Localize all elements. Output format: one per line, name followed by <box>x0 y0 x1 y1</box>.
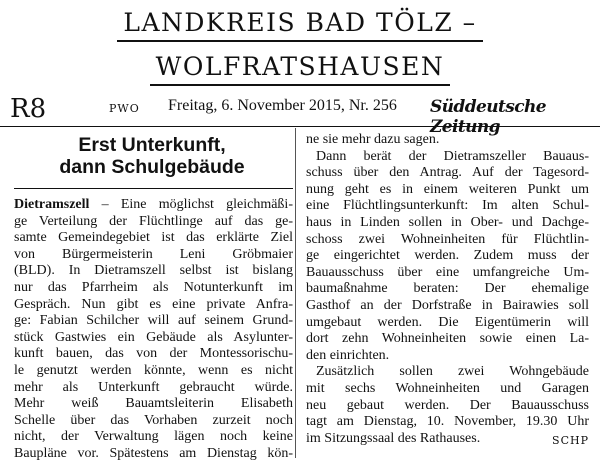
text-line: Zusätzlich sollen zwei Wohngebäude <box>316 364 589 380</box>
text-line: Gasthof an der Dorfstraße in Bairawies soll <box>306 297 589 313</box>
issue-dateline: Freitag, 6. November 2015, Nr. 256 <box>168 97 397 114</box>
section-title-text-2: WOLFRATSHAUSEN <box>150 52 451 86</box>
text-line: mit sechs Wohneinheiten und Garagen <box>306 380 589 396</box>
text-line: ge Verteilung der Flüchtlinge auf das ge- <box>14 213 293 229</box>
headline-line-1: Erst Unterkunft, <box>78 134 226 156</box>
text-line: schuss über den Antrag. Auf der Tagesord- <box>306 165 589 181</box>
column-divider <box>295 128 296 458</box>
text-line: dort zehn Wohneinheiten sowie einen La- <box>306 331 589 347</box>
text-line: Bauausschuss über eine umfangreiche Um- <box>306 264 589 280</box>
text-line: Baupläne vor. Spätestens am Dienstag kön- <box>14 445 293 461</box>
text-line: Schelle über das Vorhaben zurzeit noch <box>14 412 293 428</box>
text-line: schoss zwei Wohneinheiten für Flüchtlin- <box>306 231 589 247</box>
section-title-text-1: LANDKREIS BAD TÖLZ – <box>117 8 482 42</box>
text-line: le genutzt werden könnte, wenn es nicht <box>14 362 293 378</box>
text-line: haus in Linden sollen in Ober- und Dachge- <box>306 214 589 230</box>
text-line: ge: Fabian Schilcher will auf seinem Grund- <box>14 313 293 329</box>
dateline-place: Dietramszell <box>14 197 90 212</box>
author-signature: SCHP <box>552 433 589 447</box>
text-line: samte Gemeindegebiet ist das erklärte Ziel <box>14 230 293 246</box>
text-line: baumaßnahme beraten: Der ehemalige <box>306 281 589 297</box>
text-line: Mehr weiß Bauamtsleiterin Elisabeth <box>14 396 293 412</box>
text-line: von Bürgermeisterin Leni Gröbmaier <box>14 246 293 262</box>
page-number: R8 <box>10 94 47 124</box>
text-line: ge eingerichtet werden. Zudem muss der <box>306 248 589 264</box>
text-line: kunft bauen, das von der Montessorischu- <box>14 346 293 362</box>
article-headline <box>10 134 294 178</box>
text-line: umgebaut werden. Die Eigentümerin will <box>306 314 589 330</box>
text-line: im Sitzungssaal des Rathauses. SCHP <box>306 431 589 448</box>
text-line: mehr als Unterkunft gebraucht würde. <box>14 379 293 395</box>
headline-rule <box>14 188 293 189</box>
lead-text: – Eine möglichst gleichmäßi- <box>89 197 293 212</box>
article-column-left <box>14 197 293 463</box>
headline-line-2: dann Schulgebäude <box>59 156 245 178</box>
text-line: eine Flüchtlingsunterkunft: Im alten Schul- <box>306 198 589 214</box>
text-line: (BLD). In Dietramszell selbst ist bislang <box>14 263 293 279</box>
text-line: nicht, der Verwaltung lägen noch keine <box>14 429 293 445</box>
article-column-right <box>306 132 589 447</box>
text-line: Gespräch. Nun gibt es eine private Anfra- <box>14 296 293 312</box>
text-line: neu gebaut werden. Der Bauausschuss <box>306 397 589 413</box>
text-line: ne sie mehr dazu sagen. <box>306 132 440 147</box>
edition-code: PWO <box>109 102 140 115</box>
text-line <box>14 197 293 214</box>
text-line: Dann berät der Dietramszeller Bauaus- <box>316 148 589 164</box>
newspaper-logo: Süddeutsche Zeitung <box>430 97 546 137</box>
text-line: nung geht es in einem weiteren Punkt um <box>306 181 589 197</box>
text-line: den einrichten. <box>306 347 390 363</box>
meta-bar <box>0 94 600 137</box>
text-line: stück Gastwies ein Gebäude als Asylunter- <box>14 329 293 345</box>
text-line: tagt am Dienstag, 10. November, 19.30 Uhr <box>306 414 589 430</box>
section-title-line-2 <box>0 52 600 86</box>
text-line: nur das Pfarrheim als Notunterkunft im <box>14 279 293 295</box>
section-title-line-1 <box>0 8 600 42</box>
